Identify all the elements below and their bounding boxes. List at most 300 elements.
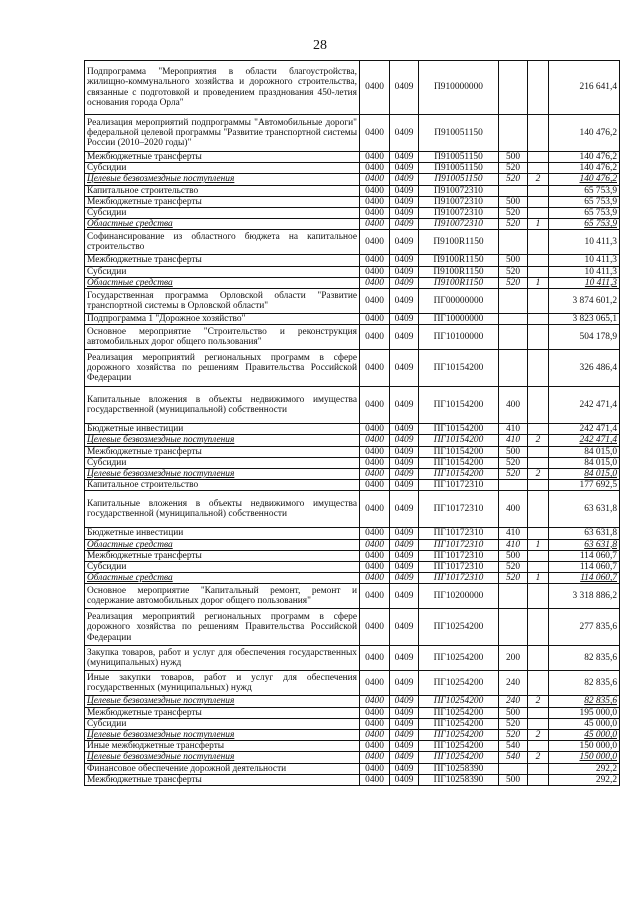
cell-subsection: 0409 (390, 671, 419, 696)
cell-subsection: 0409 (390, 255, 419, 266)
cell-section: 0400 (360, 774, 390, 785)
cell-subsection: 0409 (390, 163, 419, 174)
cell-amount: 65 753,9 (549, 208, 620, 219)
cell-expense-type: 520 (499, 730, 528, 741)
cell-name: Областные средства (85, 277, 360, 288)
cell-amount: 63 631,8 (549, 528, 620, 539)
cell-name: Областные средства (85, 219, 360, 230)
cell-section: 0400 (360, 163, 390, 174)
cell-expense-type: 400 (499, 387, 528, 424)
budget-table-body (85, 61, 620, 786)
cell-amount: 10 411,3 (549, 266, 620, 277)
cell-subtype: 2 (528, 469, 549, 480)
cell-expense-type: 520 (499, 208, 528, 219)
table-row (85, 457, 620, 468)
cell-section: 0400 (360, 289, 390, 314)
cell-section: 0400 (360, 230, 390, 255)
cell-section: 0400 (360, 550, 390, 561)
table-row (85, 573, 620, 584)
cell-name: Целевые безвозмездные поступления (85, 730, 360, 741)
cell-expense-type (499, 61, 528, 115)
cell-subtype (528, 152, 549, 163)
table-row (85, 491, 620, 528)
cell-target-article: ПГ10154200 (419, 446, 499, 457)
cell-subtype: 1 (528, 277, 549, 288)
cell-subtype (528, 763, 549, 774)
cell-subtype (528, 424, 549, 435)
cell-section: 0400 (360, 350, 390, 387)
cell-subsection: 0409 (390, 480, 419, 491)
cell-subsection: 0409 (390, 314, 419, 325)
cell-amount: 65 753,9 (549, 185, 620, 196)
cell-subtype (528, 266, 549, 277)
cell-subsection: 0409 (390, 174, 419, 185)
cell-subsection: 0409 (390, 491, 419, 528)
cell-name: Межбюджетные трансферты (85, 255, 360, 266)
cell-target-article: ПГ10154200 (419, 350, 499, 387)
cell-expense-type: 500 (499, 196, 528, 207)
cell-expense-type: 410 (499, 539, 528, 550)
cell-name: Иные закупки товаров, работ и услуг для обеспечения государственных (муниципальных) нужд (85, 671, 360, 696)
cell-amount: 140 476,2 (549, 115, 620, 152)
cell-target-article: ПГ10254200 (419, 609, 499, 646)
cell-amount: 114 060,7 (549, 573, 620, 584)
cell-name: Финансовое обеспечение дорожной деятельности (85, 763, 360, 774)
cell-subtype (528, 446, 549, 457)
cell-target-article: ПГ10200000 (419, 584, 499, 609)
cell-subsection: 0409 (390, 230, 419, 255)
cell-target-article: П910072310 (419, 196, 499, 207)
cell-amount: 82 835,6 (549, 646, 620, 671)
cell-name: Основное мероприятие "Капитальный ремонт, ремонт и содержание автомобильных дорог общего пользования" (85, 584, 360, 609)
cell-subtype: 2 (528, 696, 549, 707)
cell-name: Бюджетные инвестиции (85, 424, 360, 435)
table-row (85, 550, 620, 561)
cell-target-article: П910072310 (419, 185, 499, 196)
cell-expense-type: 500 (499, 255, 528, 266)
cell-section: 0400 (360, 491, 390, 528)
cell-section: 0400 (360, 562, 390, 573)
cell-target-article: П9100R1150 (419, 255, 499, 266)
cell-name: Межбюджетные трансферты (85, 707, 360, 718)
cell-amount: 150 000,0 (549, 741, 620, 752)
table-row (85, 539, 620, 550)
cell-target-article: ПГ10154200 (419, 387, 499, 424)
cell-expense-type: 200 (499, 646, 528, 671)
cell-expense-type: 520 (499, 266, 528, 277)
cell-target-article: ПГ10172310 (419, 573, 499, 584)
cell-name: Субсидии (85, 718, 360, 729)
cell-expense-type (499, 115, 528, 152)
cell-target-article: ПГ10258390 (419, 763, 499, 774)
cell-target-article: П910072310 (419, 208, 499, 219)
page-number: 28 (313, 38, 327, 53)
cell-expense-type: 500 (499, 774, 528, 785)
cell-name: Субсидии (85, 163, 360, 174)
cell-amount: 114 060,7 (549, 550, 620, 561)
cell-target-article: ПГ10154200 (419, 435, 499, 446)
cell-subsection: 0409 (390, 289, 419, 314)
cell-subsection: 0409 (390, 115, 419, 152)
cell-subtype (528, 61, 549, 115)
cell-subsection: 0409 (390, 446, 419, 457)
cell-subtype (528, 741, 549, 752)
cell-section: 0400 (360, 185, 390, 196)
cell-section: 0400 (360, 469, 390, 480)
cell-amount: 10 411,3 (549, 277, 620, 288)
cell-expense-type (499, 763, 528, 774)
cell-name: Подпрограмма "Мероприятия в области благоустройства, жилищно-коммунального хозяйства и дорожного строительства, связанные с подготовкой и проведением празднования 450-летия основания города Орла" (85, 61, 360, 115)
cell-amount: 292,2 (549, 763, 620, 774)
cell-amount: 242 471,4 (549, 435, 620, 446)
cell-expense-type (499, 230, 528, 255)
cell-section: 0400 (360, 539, 390, 550)
cell-subsection: 0409 (390, 387, 419, 424)
table-row (85, 707, 620, 718)
cell-subtype (528, 350, 549, 387)
cell-amount: 326 486,4 (549, 350, 620, 387)
cell-amount: 63 631,8 (549, 491, 620, 528)
budget-table (84, 60, 620, 786)
cell-subtype (528, 671, 549, 696)
cell-subsection: 0409 (390, 469, 419, 480)
table-row (85, 584, 620, 609)
table-row (85, 174, 620, 185)
cell-section: 0400 (360, 266, 390, 277)
table-row (85, 469, 620, 480)
cell-name: Реализация мероприятий подпрограммы "Автомобильные дороги" федеральной целевой программы "Развитие транспортной системы России (2010–2020 годы)" (85, 115, 360, 152)
cell-section: 0400 (360, 152, 390, 163)
cell-subtype (528, 255, 549, 266)
table-row (85, 350, 620, 387)
cell-section: 0400 (360, 671, 390, 696)
cell-subtype (528, 196, 549, 207)
cell-section: 0400 (360, 573, 390, 584)
cell-section: 0400 (360, 457, 390, 468)
cell-amount: 82 835,6 (549, 696, 620, 707)
cell-section: 0400 (360, 255, 390, 266)
cell-target-article: ПГ10172310 (419, 539, 499, 550)
cell-expense-type: 520 (499, 277, 528, 288)
cell-amount: 114 060,7 (549, 562, 620, 573)
cell-name: Субсидии (85, 208, 360, 219)
cell-subtype: 1 (528, 219, 549, 230)
cell-target-article: ПГ10258390 (419, 774, 499, 785)
cell-expense-type: 410 (499, 435, 528, 446)
cell-amount: 277 835,6 (549, 609, 620, 646)
cell-section: 0400 (360, 480, 390, 491)
cell-amount: 10 411,3 (549, 255, 620, 266)
cell-section: 0400 (360, 446, 390, 457)
cell-subsection: 0409 (390, 435, 419, 446)
table-row (85, 671, 620, 696)
table-row (85, 730, 620, 741)
cell-name: Капитальные вложения в объекты недвижимого имущества государственной (муниципальной) собственности (85, 491, 360, 528)
cell-target-article: ПГ10172310 (419, 480, 499, 491)
cell-target-article: ПГ10172310 (419, 528, 499, 539)
cell-target-article: ПГ10172310 (419, 491, 499, 528)
cell-section: 0400 (360, 763, 390, 774)
table-row (85, 61, 620, 115)
cell-subtype (528, 480, 549, 491)
cell-target-article: П9100R1150 (419, 277, 499, 288)
cell-amount: 10 411,3 (549, 230, 620, 255)
cell-subsection: 0409 (390, 457, 419, 468)
cell-name: Целевые безвозмездные поступления (85, 174, 360, 185)
table-row (85, 528, 620, 539)
cell-expense-type (499, 480, 528, 491)
table-row (85, 562, 620, 573)
table-row (85, 115, 620, 152)
cell-subtype (528, 289, 549, 314)
cell-expense-type: 520 (499, 573, 528, 584)
cell-section: 0400 (360, 609, 390, 646)
cell-section: 0400 (360, 219, 390, 230)
cell-subsection: 0409 (390, 350, 419, 387)
cell-subtype (528, 185, 549, 196)
cell-subtype (528, 609, 549, 646)
cell-target-article: ПГ10100000 (419, 325, 499, 350)
cell-subtype (528, 774, 549, 785)
table-row (85, 752, 620, 763)
cell-amount: 3 823 065,1 (549, 314, 620, 325)
cell-subtype (528, 314, 549, 325)
cell-subsection: 0409 (390, 718, 419, 729)
cell-subtype (528, 584, 549, 609)
table-row (85, 763, 620, 774)
cell-subtype: 1 (528, 573, 549, 584)
cell-target-article: П910000000 (419, 61, 499, 115)
cell-subtype (528, 707, 549, 718)
cell-amount: 177 692,5 (549, 480, 620, 491)
cell-amount: 140 476,2 (549, 163, 620, 174)
cell-expense-type: 520 (499, 562, 528, 573)
table-row (85, 646, 620, 671)
cell-name: Реализация мероприятий региональных программ в сфере дорожного хозяйства по решениям Правительства Российской Федерации (85, 609, 360, 646)
cell-section: 0400 (360, 696, 390, 707)
cell-target-article: ПГ10154200 (419, 457, 499, 468)
cell-subsection: 0409 (390, 277, 419, 288)
cell-subsection: 0409 (390, 152, 419, 163)
cell-amount: 140 476,2 (549, 174, 620, 185)
cell-section: 0400 (360, 387, 390, 424)
cell-name: Целевые безвозмездные поступления (85, 696, 360, 707)
cell-section: 0400 (360, 730, 390, 741)
table-row (85, 435, 620, 446)
cell-amount: 65 753,9 (549, 219, 620, 230)
cell-expense-type: 520 (499, 219, 528, 230)
cell-section: 0400 (360, 325, 390, 350)
cell-name: Областные средства (85, 539, 360, 550)
table-row (85, 152, 620, 163)
cell-name: Целевые безвозмездные поступления (85, 435, 360, 446)
cell-name: Государственная программа Орловской области "Развитие транспортной системы в Орловской области" (85, 289, 360, 314)
table-row (85, 230, 620, 255)
table-row (85, 424, 620, 435)
cell-expense-type: 400 (499, 491, 528, 528)
table-row (85, 266, 620, 277)
cell-target-article: ПГ10254200 (419, 671, 499, 696)
cell-name: Бюджетные инвестиции (85, 528, 360, 539)
cell-target-article: ПГ10254200 (419, 646, 499, 671)
cell-section: 0400 (360, 584, 390, 609)
cell-amount: 45 000,0 (549, 718, 620, 729)
cell-subtype: 1 (528, 539, 549, 550)
cell-subsection: 0409 (390, 61, 419, 115)
cell-amount: 84 015,0 (549, 446, 620, 457)
cell-section: 0400 (360, 752, 390, 763)
cell-subtype (528, 115, 549, 152)
cell-target-article: ПГ10154200 (419, 469, 499, 480)
table-row (85, 718, 620, 729)
cell-amount: 3 874 601,2 (549, 289, 620, 314)
cell-subtype (528, 718, 549, 729)
cell-subtype (528, 163, 549, 174)
cell-subtype (528, 230, 549, 255)
cell-subtype (528, 325, 549, 350)
cell-name: Подпрограмма 1 "Дорожное хозяйство" (85, 314, 360, 325)
cell-amount: 82 835,6 (549, 671, 620, 696)
cell-amount: 84 015,0 (549, 469, 620, 480)
cell-subtype (528, 562, 549, 573)
cell-section: 0400 (360, 646, 390, 671)
cell-subtype: 2 (528, 435, 549, 446)
cell-section: 0400 (360, 208, 390, 219)
cell-expense-type: 520 (499, 457, 528, 468)
cell-amount: 292,2 (549, 774, 620, 785)
table-row (85, 255, 620, 266)
cell-expense-type (499, 350, 528, 387)
cell-target-article: П910051150 (419, 115, 499, 152)
cell-name: Межбюджетные трансферты (85, 774, 360, 785)
cell-target-article: ПГ10172310 (419, 562, 499, 573)
cell-target-article: ПГ10000000 (419, 314, 499, 325)
cell-subsection: 0409 (390, 196, 419, 207)
cell-amount: 504 178,9 (549, 325, 620, 350)
cell-name: Целевые безвозмездные поступления (85, 469, 360, 480)
cell-subsection: 0409 (390, 609, 419, 646)
cell-expense-type: 500 (499, 550, 528, 561)
cell-subsection: 0409 (390, 424, 419, 435)
cell-amount: 242 471,4 (549, 424, 620, 435)
cell-section: 0400 (360, 277, 390, 288)
cell-expense-type (499, 314, 528, 325)
cell-name: Софинансирование из областного бюджета на капитальное строительство (85, 230, 360, 255)
cell-name: Целевые безвозмездные поступления (85, 752, 360, 763)
cell-subtype (528, 491, 549, 528)
cell-expense-type: 500 (499, 707, 528, 718)
cell-section: 0400 (360, 528, 390, 539)
cell-expense-type: 410 (499, 424, 528, 435)
cell-subtype (528, 208, 549, 219)
cell-subsection: 0409 (390, 741, 419, 752)
table-row (85, 314, 620, 325)
cell-target-article: П9100R1150 (419, 266, 499, 277)
table-row (85, 219, 620, 230)
cell-name: Капитальные вложения в объекты недвижимого имущества государственной (муниципальной) собственности (85, 387, 360, 424)
cell-subtype (528, 528, 549, 539)
cell-section: 0400 (360, 707, 390, 718)
cell-target-article: П910051150 (419, 152, 499, 163)
cell-target-article: ПГ10254200 (419, 696, 499, 707)
cell-amount: 140 476,2 (549, 152, 620, 163)
cell-target-article: ПГ10154200 (419, 424, 499, 435)
cell-target-article: ПГ10254200 (419, 752, 499, 763)
cell-target-article: ПГ10254200 (419, 730, 499, 741)
cell-expense-type (499, 185, 528, 196)
cell-subtype (528, 387, 549, 424)
cell-name: Закупка товаров, работ и услуг для обеспечения государственных (муниципальных) нужд (85, 646, 360, 671)
cell-target-article: ПГ10254200 (419, 707, 499, 718)
cell-expense-type (499, 584, 528, 609)
table-row (85, 741, 620, 752)
cell-subsection: 0409 (390, 325, 419, 350)
cell-section: 0400 (360, 741, 390, 752)
table-row (85, 196, 620, 207)
cell-expense-type: 520 (499, 163, 528, 174)
cell-name: Субсидии (85, 562, 360, 573)
table-row (85, 185, 620, 196)
cell-subsection: 0409 (390, 696, 419, 707)
table-row (85, 696, 620, 707)
cell-target-article: ПГ10254200 (419, 741, 499, 752)
cell-section: 0400 (360, 314, 390, 325)
cell-name: Межбюджетные трансферты (85, 152, 360, 163)
cell-amount: 242 471,4 (549, 387, 620, 424)
cell-subsection: 0409 (390, 752, 419, 763)
cell-target-article: П9100R1150 (419, 230, 499, 255)
table-row (85, 446, 620, 457)
cell-expense-type (499, 609, 528, 646)
cell-expense-type: 520 (499, 718, 528, 729)
cell-subtype (528, 550, 549, 561)
cell-amount: 45 000,0 (549, 730, 620, 741)
cell-name: Субсидии (85, 266, 360, 277)
cell-amount: 65 753,9 (549, 196, 620, 207)
table-row (85, 387, 620, 424)
cell-expense-type: 540 (499, 752, 528, 763)
cell-amount: 195 000,0 (549, 707, 620, 718)
cell-expense-type: 520 (499, 174, 528, 185)
cell-section: 0400 (360, 435, 390, 446)
cell-expense-type: 410 (499, 528, 528, 539)
cell-name: Капитальное строительство (85, 185, 360, 196)
cell-amount: 84 015,0 (549, 457, 620, 468)
cell-subtype (528, 457, 549, 468)
cell-subsection: 0409 (390, 208, 419, 219)
cell-expense-type: 520 (499, 469, 528, 480)
cell-expense-type: 540 (499, 741, 528, 752)
cell-expense-type: 500 (499, 446, 528, 457)
cell-section: 0400 (360, 61, 390, 115)
cell-name: Основное мероприятие "Строительство и реконструкция автомобильных дорог общего пользования" (85, 325, 360, 350)
cell-target-article: П910051150 (419, 163, 499, 174)
table-row (85, 289, 620, 314)
cell-subsection: 0409 (390, 584, 419, 609)
cell-name: Реализация мероприятий региональных программ в сфере дорожного хозяйства по решениям Правительства Российской Федерации (85, 350, 360, 387)
cell-expense-type (499, 325, 528, 350)
cell-name: Капитальное строительство (85, 480, 360, 491)
cell-target-article: ПГ10172310 (419, 550, 499, 561)
cell-name: Межбюджетные трансферты (85, 446, 360, 457)
table-row (85, 774, 620, 785)
cell-subsection: 0409 (390, 774, 419, 785)
cell-amount: 63 631,8 (549, 539, 620, 550)
table-row (85, 480, 620, 491)
cell-target-article: ПГ00000000 (419, 289, 499, 314)
table-row (85, 609, 620, 646)
cell-name: Областные средства (85, 573, 360, 584)
